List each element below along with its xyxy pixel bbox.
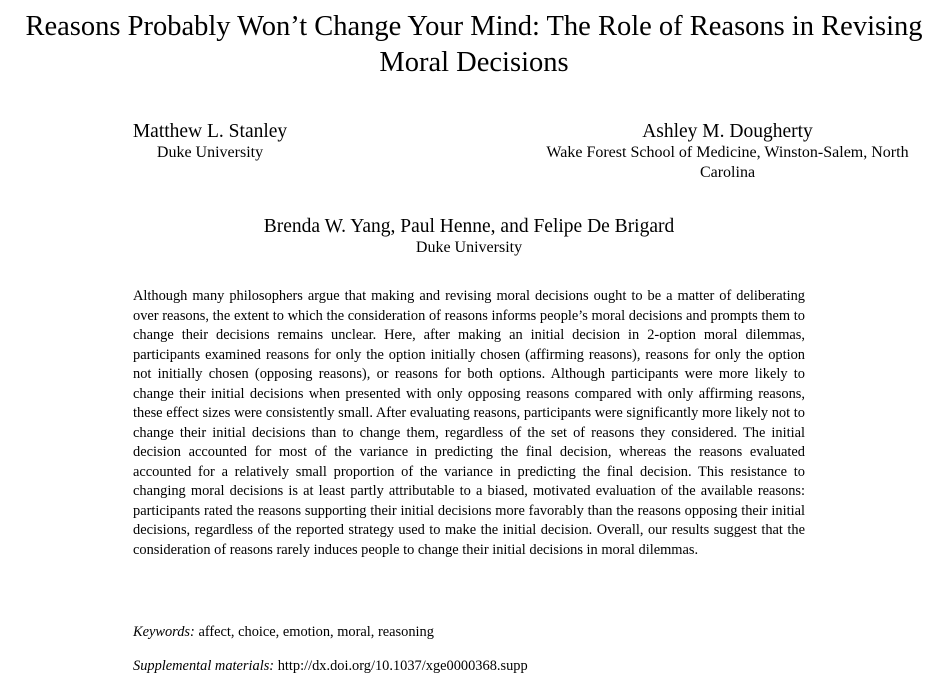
author-affiliation: Wake Forest School of Medicine, Winston-Salem, North Carolina [546,144,909,181]
supplemental-label: Supplemental materials: [133,658,275,674]
keywords-list: affect, choice, emotion, moral, reasoning [198,624,434,640]
supplemental-link[interactable]: http://dx.doi.org/10.1037/xge0000368.supp [277,658,528,674]
keywords [133,623,805,642]
abstract: Although many philosophers argue that making and revising moral decisions ought to be a matter of deliberating over reasons, the extent to which the consideration of reasons informs people’s moral decisions and prompts them to change their decisions remains unclear. Here, after making an initial decision in 2-option moral dilemmas, participants examined reasons for only the option initially chosen (affirming reasons), reasons for only the option not initially chosen (opposing reasons), or reasons for both options. Although participants were more likely to change their initial decisions when presented with only opposing reasons compared with only affirming reasons, these effect sizes were consistently small. After evaluating reasons, participants were significantly more likely not to change their initial decisions than to change them, regardless of the set of reasons they considered. The initial decision accounted for most of the variance in predicting the final decision, whereas the reasons evaluated accounted for a relatively small proportion of the variance in predicting the final decision. This resistance to changing moral decisions is at least partly attributable to a biased, motivated evaluation of the available reasons: participants rated the reasons supporting their initial decisions more favorably than the reasons opposing their initial decisions, regardless of the reported strategy used to make the initial decision. Overall, our results suggest that the consideration of reasons rarely induces people to change their initial decisions in moral dilemmas. [133,288,805,558]
paper-title: Reasons Probably Won’t Change Your Mind: The Role of Reasons in Revising Moral Decisions [25,11,923,78]
author-name: Ashley M. Dougherty [642,121,813,142]
author-name: Matthew L. Stanley [132,121,288,142]
supplemental-materials [133,657,805,676]
author-name: Brenda W. Yang, Paul Henne, and Felipe De Brigard [263,216,675,237]
author-block-3 [200,216,738,258]
author-affiliation: Duke University [156,144,264,161]
author-block-2 [530,121,925,183]
keywords-label: Keywords: [133,624,195,640]
author-block-1 [112,121,308,163]
author-affiliation: Duke University [415,239,523,256]
